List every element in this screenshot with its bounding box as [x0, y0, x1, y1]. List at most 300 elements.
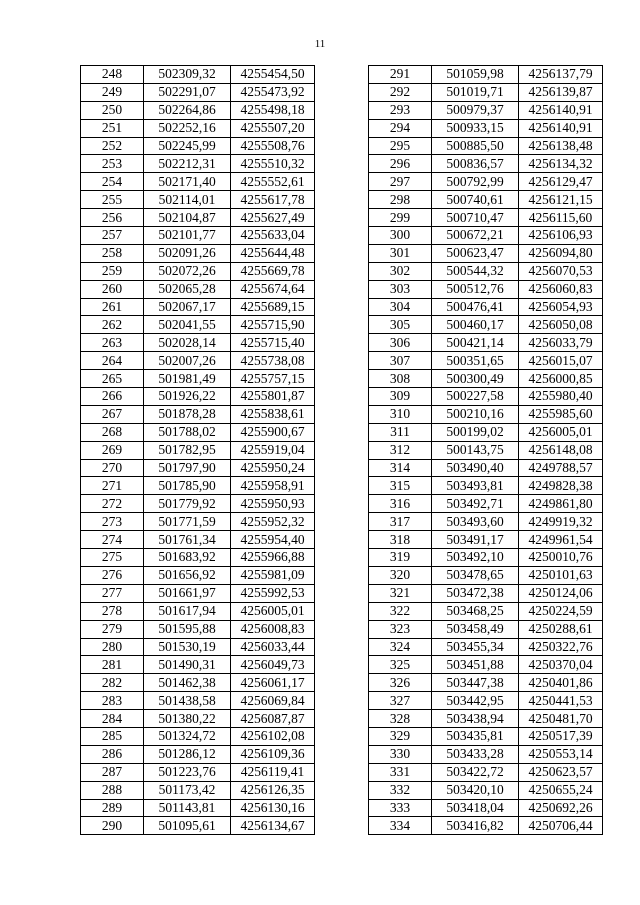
point-number-cell: 305: [369, 316, 432, 334]
y-coordinate-cell: 4250553,14: [519, 745, 603, 763]
y-coordinate-cell: 4249788,57: [519, 459, 603, 477]
point-number-cell: 332: [369, 781, 432, 799]
table-row: [81, 710, 315, 728]
x-coordinate-cell: 503447,38: [432, 674, 519, 692]
table-row: [369, 209, 603, 227]
point-number-cell: 297: [369, 173, 432, 191]
point-number-cell: 290: [81, 817, 144, 835]
table-row: [81, 352, 315, 370]
table-row: [369, 423, 603, 441]
table-row: [369, 191, 603, 209]
table-row: [81, 477, 315, 495]
table-row: [81, 209, 315, 227]
table-row: [369, 280, 603, 298]
point-number-cell: 333: [369, 799, 432, 817]
x-coordinate-cell: 502007,26: [144, 352, 231, 370]
y-coordinate-cell: 4249861,80: [519, 495, 603, 513]
table-row: [81, 692, 315, 710]
y-coordinate-cell: 4256138,48: [519, 137, 603, 155]
y-coordinate-cell: 4250441,53: [519, 692, 603, 710]
y-coordinate-cell: 4255958,91: [231, 477, 315, 495]
point-number-cell: 255: [81, 191, 144, 209]
y-coordinate-cell: 4256129,47: [519, 173, 603, 191]
point-number-cell: 271: [81, 477, 144, 495]
x-coordinate-cell: 502114,01: [144, 191, 231, 209]
y-coordinate-cell: 4249961,54: [519, 531, 603, 549]
table-row: [369, 763, 603, 781]
x-coordinate-cell: 502252,16: [144, 119, 231, 137]
y-coordinate-cell: 4256049,73: [231, 656, 315, 674]
x-coordinate-cell: 503416,82: [432, 817, 519, 835]
table-row: [81, 298, 315, 316]
table-row: [369, 316, 603, 334]
y-coordinate-cell: 4256054,93: [519, 298, 603, 316]
table-row: [369, 799, 603, 817]
table-row: [81, 674, 315, 692]
y-coordinate-cell: 4255954,40: [231, 531, 315, 549]
table-row: [369, 656, 603, 674]
point-number-cell: 298: [369, 191, 432, 209]
point-number-cell: 299: [369, 209, 432, 227]
x-coordinate-cell: 501785,90: [144, 477, 231, 495]
x-coordinate-cell: 503455,34: [432, 638, 519, 656]
point-number-cell: 276: [81, 566, 144, 584]
x-coordinate-cell: 501286,12: [144, 745, 231, 763]
point-number-cell: 331: [369, 763, 432, 781]
point-number-cell: 292: [369, 83, 432, 101]
x-coordinate-cell: 501438,58: [144, 692, 231, 710]
table-row: [81, 370, 315, 388]
point-number-cell: 321: [369, 584, 432, 602]
x-coordinate-cell: 501595,88: [144, 620, 231, 638]
x-coordinate-cell: 501490,31: [144, 656, 231, 674]
table-row: [81, 638, 315, 656]
x-coordinate-cell: 501380,22: [144, 710, 231, 728]
x-coordinate-cell: 503438,94: [432, 710, 519, 728]
y-coordinate-cell: 4250692,26: [519, 799, 603, 817]
point-number-cell: 277: [81, 584, 144, 602]
point-number-cell: 258: [81, 244, 144, 262]
x-coordinate-cell: 500199,02: [432, 423, 519, 441]
x-coordinate-cell: 502104,87: [144, 209, 231, 227]
y-coordinate-cell: 4256087,87: [231, 710, 315, 728]
y-coordinate-cell: 4256140,91: [519, 101, 603, 119]
table-row: [369, 334, 603, 352]
y-coordinate-cell: 4255919,04: [231, 441, 315, 459]
point-number-cell: 275: [81, 549, 144, 567]
table-row: [81, 316, 315, 334]
table-row: [369, 262, 603, 280]
y-coordinate-cell: 4255510,32: [231, 155, 315, 173]
point-number-cell: 274: [81, 531, 144, 549]
y-coordinate-cell: 4255985,60: [519, 405, 603, 423]
table-row: [81, 173, 315, 191]
x-coordinate-cell: 501530,19: [144, 638, 231, 656]
x-coordinate-cell: 500351,65: [432, 352, 519, 370]
y-coordinate-cell: 4256140,91: [519, 119, 603, 137]
point-number-cell: 324: [369, 638, 432, 656]
y-coordinate-cell: 4255473,92: [231, 83, 315, 101]
y-coordinate-cell: 4256060,83: [519, 280, 603, 298]
point-number-cell: 320: [369, 566, 432, 584]
point-number-cell: 323: [369, 620, 432, 638]
x-coordinate-cell: 501683,92: [144, 549, 231, 567]
point-number-cell: 326: [369, 674, 432, 692]
y-coordinate-cell: 4256139,87: [519, 83, 603, 101]
point-number-cell: 249: [81, 83, 144, 101]
table-row: [369, 477, 603, 495]
point-number-cell: 303: [369, 280, 432, 298]
x-coordinate-cell: 501223,76: [144, 763, 231, 781]
y-coordinate-cell: 4250655,24: [519, 781, 603, 799]
table-row: [369, 727, 603, 745]
y-coordinate-cell: 4256137,79: [519, 66, 603, 84]
x-coordinate-cell: 503433,28: [432, 745, 519, 763]
y-coordinate-cell: 4255738,08: [231, 352, 315, 370]
point-number-cell: 283: [81, 692, 144, 710]
table-row: [369, 745, 603, 763]
x-coordinate-cell: 503458,49: [432, 620, 519, 638]
y-coordinate-cell: 4256015,07: [519, 352, 603, 370]
y-coordinate-cell: 4250124,06: [519, 584, 603, 602]
table-row: [81, 549, 315, 567]
y-coordinate-cell: 4255454,50: [231, 66, 315, 84]
table-row: [81, 280, 315, 298]
point-number-cell: 295: [369, 137, 432, 155]
table-row: [369, 441, 603, 459]
y-coordinate-cell: 4255952,32: [231, 513, 315, 531]
table-row: [369, 298, 603, 316]
table-row: [369, 495, 603, 513]
point-number-cell: 264: [81, 352, 144, 370]
y-coordinate-cell: 4255715,90: [231, 316, 315, 334]
point-number-cell: 279: [81, 620, 144, 638]
table-row: [81, 388, 315, 406]
table-row: [81, 745, 315, 763]
table-row: [81, 155, 315, 173]
x-coordinate-cell: 503451,88: [432, 656, 519, 674]
table-row: [369, 817, 603, 835]
point-number-cell: 325: [369, 656, 432, 674]
x-coordinate-cell: 500227,58: [432, 388, 519, 406]
table-row: [369, 459, 603, 477]
x-coordinate-cell: 501878,28: [144, 405, 231, 423]
y-coordinate-cell: 4255552,61: [231, 173, 315, 191]
x-coordinate-cell: 503493,60: [432, 513, 519, 531]
table-row: [81, 101, 315, 119]
table-row: [369, 173, 603, 191]
y-coordinate-cell: 4255617,78: [231, 191, 315, 209]
point-number-cell: 322: [369, 602, 432, 620]
point-number-cell: 248: [81, 66, 144, 84]
point-number-cell: 307: [369, 352, 432, 370]
x-coordinate-cell: 503492,10: [432, 549, 519, 567]
y-coordinate-cell: 4255801,87: [231, 388, 315, 406]
point-number-cell: 318: [369, 531, 432, 549]
table-row: [369, 638, 603, 656]
x-coordinate-cell: 500836,57: [432, 155, 519, 173]
y-coordinate-cell: 4250706,44: [519, 817, 603, 835]
point-number-cell: 328: [369, 710, 432, 728]
table-row: [81, 799, 315, 817]
y-coordinate-cell: 4250370,04: [519, 656, 603, 674]
table-row: [369, 244, 603, 262]
point-number-cell: 282: [81, 674, 144, 692]
x-coordinate-cell: 503420,10: [432, 781, 519, 799]
point-number-cell: 250: [81, 101, 144, 119]
x-coordinate-cell: 501761,34: [144, 531, 231, 549]
x-coordinate-cell: 503478,65: [432, 566, 519, 584]
point-number-cell: 265: [81, 370, 144, 388]
y-coordinate-cell: 4250224,59: [519, 602, 603, 620]
x-coordinate-cell: 503492,71: [432, 495, 519, 513]
y-coordinate-cell: 4255507,20: [231, 119, 315, 137]
y-coordinate-cell: 4250101,63: [519, 566, 603, 584]
x-coordinate-cell: 502171,40: [144, 173, 231, 191]
y-coordinate-cell: 4250517,39: [519, 727, 603, 745]
point-number-cell: 272: [81, 495, 144, 513]
x-coordinate-cell: 501462,38: [144, 674, 231, 692]
y-coordinate-cell: 4250322,76: [519, 638, 603, 656]
table-row: [369, 352, 603, 370]
point-number-cell: 294: [369, 119, 432, 137]
table-row: [81, 656, 315, 674]
y-coordinate-cell: 4256115,60: [519, 209, 603, 227]
x-coordinate-cell: 502309,32: [144, 66, 231, 84]
x-coordinate-cell: 502245,99: [144, 137, 231, 155]
x-coordinate-cell: 503472,38: [432, 584, 519, 602]
x-coordinate-cell: 503422,72: [432, 763, 519, 781]
point-number-cell: 257: [81, 227, 144, 245]
table-row: [369, 531, 603, 549]
y-coordinate-cell: 4255498,18: [231, 101, 315, 119]
x-coordinate-cell: 500300,49: [432, 370, 519, 388]
x-coordinate-cell: 500512,76: [432, 280, 519, 298]
x-coordinate-cell: 502065,28: [144, 280, 231, 298]
x-coordinate-cell: 501797,90: [144, 459, 231, 477]
x-coordinate-cell: 501926,22: [144, 388, 231, 406]
x-coordinate-cell: 502091,26: [144, 244, 231, 262]
y-coordinate-cell: 4256069,84: [231, 692, 315, 710]
point-number-cell: 252: [81, 137, 144, 155]
y-coordinate-cell: 4255900,67: [231, 423, 315, 441]
y-coordinate-cell: 4255838,61: [231, 405, 315, 423]
table-row: [81, 620, 315, 638]
y-coordinate-cell: 4256130,16: [231, 799, 315, 817]
point-number-cell: 312: [369, 441, 432, 459]
y-coordinate-cell: 4255633,04: [231, 227, 315, 245]
table-row: [81, 119, 315, 137]
point-number-cell: 308: [369, 370, 432, 388]
point-number-cell: 281: [81, 656, 144, 674]
table-row: [369, 566, 603, 584]
point-number-cell: 309: [369, 388, 432, 406]
table-row: [369, 66, 603, 84]
table-row: [369, 388, 603, 406]
point-number-cell: 263: [81, 334, 144, 352]
y-coordinate-cell: 4256094,80: [519, 244, 603, 262]
point-number-cell: 280: [81, 638, 144, 656]
table-row: [81, 405, 315, 423]
table-row: [81, 566, 315, 584]
table-row: [81, 602, 315, 620]
point-number-cell: 289: [81, 799, 144, 817]
x-coordinate-cell: 501981,49: [144, 370, 231, 388]
x-coordinate-cell: 500710,47: [432, 209, 519, 227]
table-row: [369, 370, 603, 388]
table-row: [369, 513, 603, 531]
point-number-cell: 254: [81, 173, 144, 191]
point-number-cell: 284: [81, 710, 144, 728]
y-coordinate-cell: 4256005,01: [519, 423, 603, 441]
x-coordinate-cell: 502101,77: [144, 227, 231, 245]
table-row: [81, 244, 315, 262]
table-row: [81, 495, 315, 513]
x-coordinate-cell: 501656,92: [144, 566, 231, 584]
table-row: [369, 692, 603, 710]
table-row: [81, 227, 315, 245]
x-coordinate-cell: 501019,71: [432, 83, 519, 101]
y-coordinate-cell: 4255757,15: [231, 370, 315, 388]
x-coordinate-cell: 500933,15: [432, 119, 519, 137]
x-coordinate-cell: 500476,41: [432, 298, 519, 316]
point-number-cell: 310: [369, 405, 432, 423]
table-row: [81, 584, 315, 602]
point-number-cell: 319: [369, 549, 432, 567]
y-coordinate-cell: 4256106,93: [519, 227, 603, 245]
point-number-cell: 266: [81, 388, 144, 406]
point-number-cell: 314: [369, 459, 432, 477]
table-row: [369, 710, 603, 728]
x-coordinate-cell: 501788,02: [144, 423, 231, 441]
point-number-cell: 304: [369, 298, 432, 316]
x-coordinate-cell: 503435,81: [432, 727, 519, 745]
y-coordinate-cell: 4256119,41: [231, 763, 315, 781]
point-number-cell: 300: [369, 227, 432, 245]
point-number-cell: 334: [369, 817, 432, 835]
table-row: [369, 137, 603, 155]
y-coordinate-cell: 4250010,76: [519, 549, 603, 567]
y-coordinate-cell: 4255950,24: [231, 459, 315, 477]
point-number-cell: 261: [81, 298, 144, 316]
table-row: [81, 423, 315, 441]
y-coordinate-cell: 4255966,88: [231, 549, 315, 567]
y-coordinate-cell: 4255669,78: [231, 262, 315, 280]
x-coordinate-cell: 502212,31: [144, 155, 231, 173]
x-coordinate-cell: 502041,55: [144, 316, 231, 334]
y-coordinate-cell: 4256134,67: [231, 817, 315, 835]
point-number-cell: 311: [369, 423, 432, 441]
x-coordinate-cell: 501617,94: [144, 602, 231, 620]
y-coordinate-cell: 4256061,17: [231, 674, 315, 692]
y-coordinate-cell: 4255627,49: [231, 209, 315, 227]
page-number: 11: [314, 38, 326, 50]
point-number-cell: 278: [81, 602, 144, 620]
table-row: [369, 620, 603, 638]
y-coordinate-cell: 4256121,15: [519, 191, 603, 209]
x-coordinate-cell: 503491,17: [432, 531, 519, 549]
point-number-cell: 251: [81, 119, 144, 137]
point-number-cell: 301: [369, 244, 432, 262]
x-coordinate-cell: 503490,40: [432, 459, 519, 477]
y-coordinate-cell: 4256148,08: [519, 441, 603, 459]
point-number-cell: 256: [81, 209, 144, 227]
y-coordinate-cell: 4250623,57: [519, 763, 603, 781]
y-coordinate-cell: 4255508,76: [231, 137, 315, 155]
point-number-cell: 291: [369, 66, 432, 84]
y-coordinate-cell: 4256070,53: [519, 262, 603, 280]
point-number-cell: 330: [369, 745, 432, 763]
y-coordinate-cell: 4255674,64: [231, 280, 315, 298]
table-row: [369, 119, 603, 137]
x-coordinate-cell: 501771,59: [144, 513, 231, 531]
y-coordinate-cell: 4256102,08: [231, 727, 315, 745]
point-number-cell: 269: [81, 441, 144, 459]
y-coordinate-cell: 4256005,01: [231, 602, 315, 620]
x-coordinate-cell: 500792,99: [432, 173, 519, 191]
y-coordinate-cell: 4255981,09: [231, 566, 315, 584]
coordinates-table-right: [368, 65, 603, 835]
table-row: [81, 531, 315, 549]
table-row: [81, 191, 315, 209]
table-row: [81, 763, 315, 781]
y-coordinate-cell: 4255689,15: [231, 298, 315, 316]
point-number-cell: 260: [81, 280, 144, 298]
x-coordinate-cell: 502291,07: [144, 83, 231, 101]
x-coordinate-cell: 501324,72: [144, 727, 231, 745]
point-number-cell: 317: [369, 513, 432, 531]
point-number-cell: 316: [369, 495, 432, 513]
x-coordinate-cell: 501779,92: [144, 495, 231, 513]
x-coordinate-cell: 500421,14: [432, 334, 519, 352]
x-coordinate-cell: 502264,86: [144, 101, 231, 119]
point-number-cell: 306: [369, 334, 432, 352]
y-coordinate-cell: 4256134,32: [519, 155, 603, 173]
x-coordinate-cell: 500672,21: [432, 227, 519, 245]
table-row: [369, 781, 603, 799]
point-number-cell: 285: [81, 727, 144, 745]
table-row: [81, 334, 315, 352]
point-number-cell: 262: [81, 316, 144, 334]
point-number-cell: 267: [81, 405, 144, 423]
point-number-cell: 327: [369, 692, 432, 710]
point-number-cell: 259: [81, 262, 144, 280]
point-number-cell: 315: [369, 477, 432, 495]
x-coordinate-cell: 500979,37: [432, 101, 519, 119]
y-coordinate-cell: 4255950,93: [231, 495, 315, 513]
y-coordinate-cell: 4256109,36: [231, 745, 315, 763]
y-coordinate-cell: 4250481,70: [519, 710, 603, 728]
table-body: [369, 66, 603, 835]
table-row: [369, 549, 603, 567]
x-coordinate-cell: 501059,98: [432, 66, 519, 84]
x-coordinate-cell: 503468,25: [432, 602, 519, 620]
y-coordinate-cell: 4250288,61: [519, 620, 603, 638]
x-coordinate-cell: 503493,81: [432, 477, 519, 495]
x-coordinate-cell: 503442,95: [432, 692, 519, 710]
x-coordinate-cell: 500623,47: [432, 244, 519, 262]
table-row: [81, 781, 315, 799]
point-number-cell: 273: [81, 513, 144, 531]
point-number-cell: 288: [81, 781, 144, 799]
y-coordinate-cell: 4256008,83: [231, 620, 315, 638]
coordinates-table-left: [80, 65, 315, 835]
y-coordinate-cell: 4249919,32: [519, 513, 603, 531]
x-coordinate-cell: 501143,81: [144, 799, 231, 817]
table-row: [81, 66, 315, 84]
table-row: [369, 155, 603, 173]
table-row: [81, 459, 315, 477]
